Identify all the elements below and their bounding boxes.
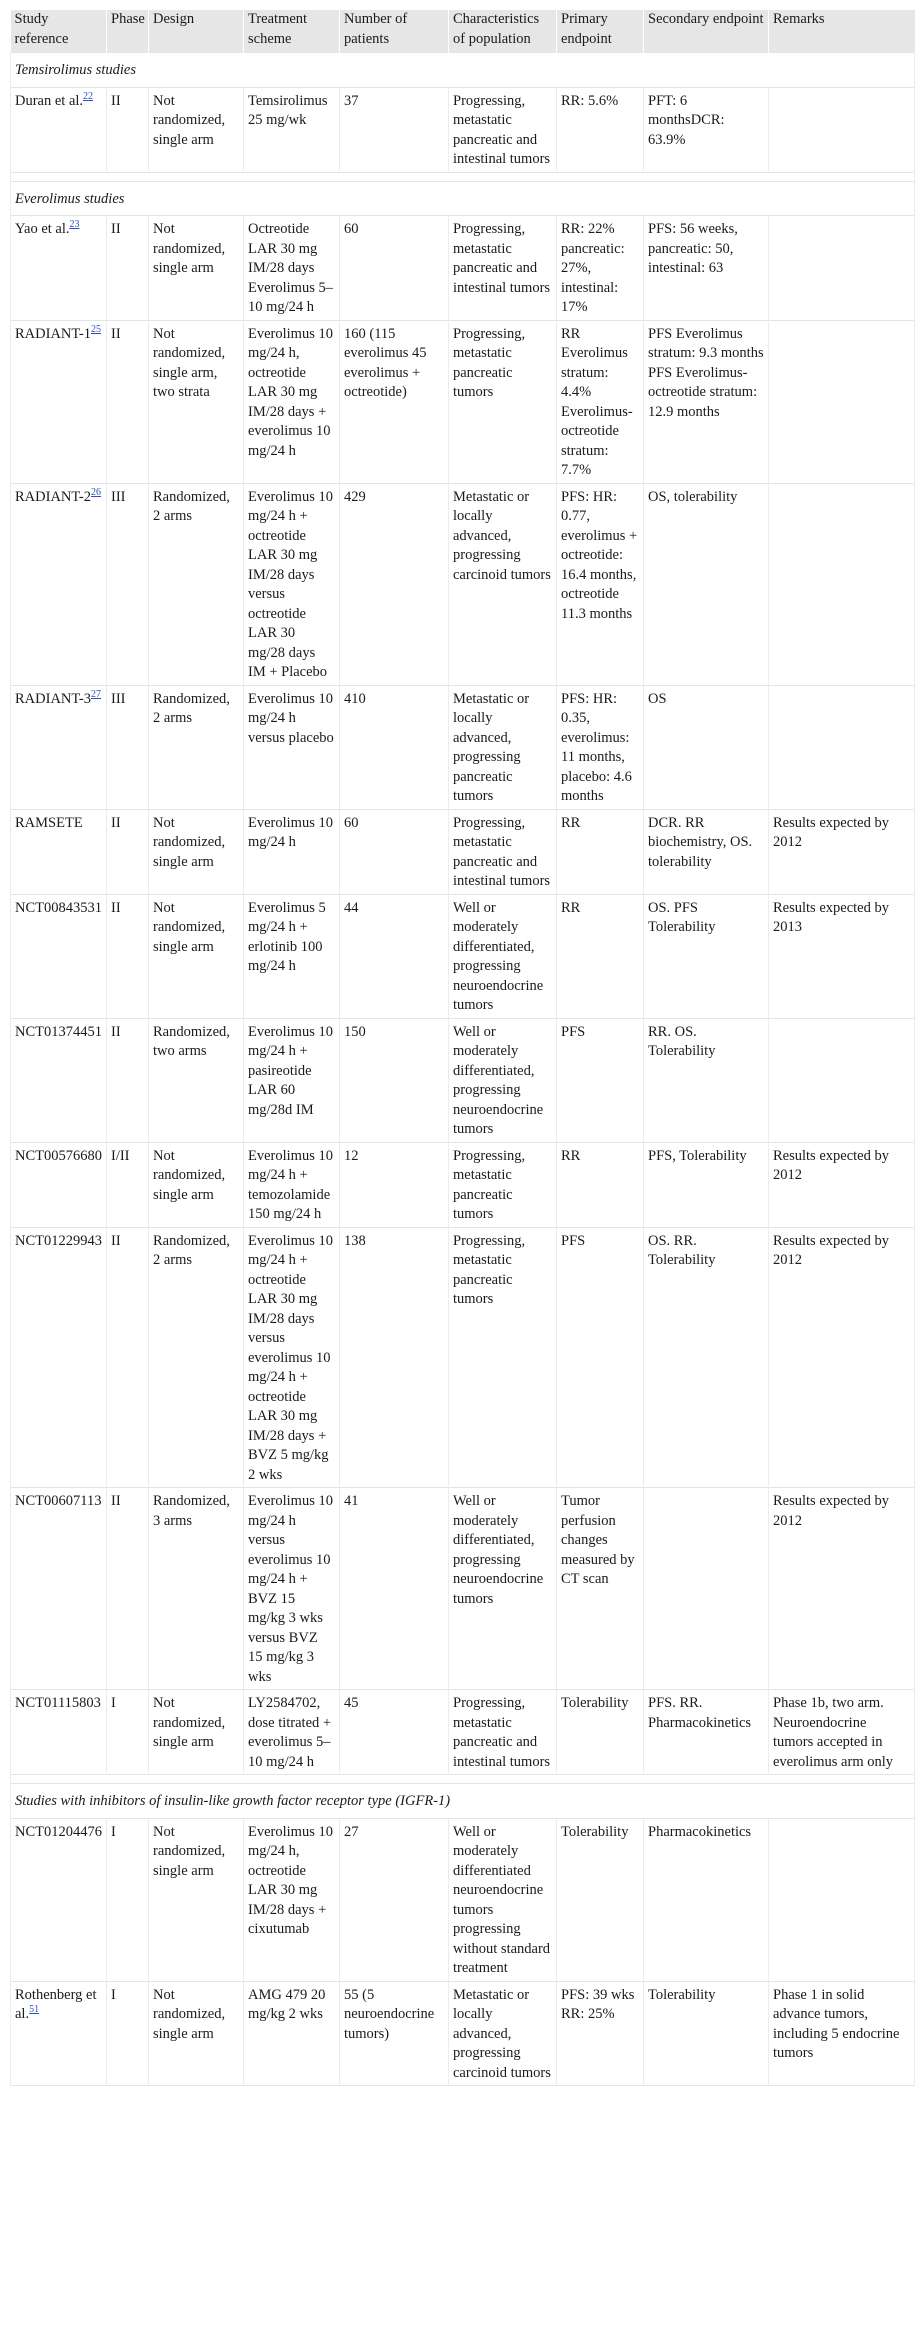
cell-population: Well or moderately differentiated, progressing neuroendocrine tumors <box>449 1488 557 1690</box>
section-title: Temsirolimus studies <box>11 53 915 88</box>
cell-number-of-patients: 27 <box>340 1818 449 1981</box>
cell-secondary-endpoint <box>644 1488 769 1690</box>
cell-study-reference <box>11 809 107 894</box>
cell-phase: I <box>107 1690 149 1775</box>
cell-treatment-scheme: Everolimus 10 mg/24 h + octreotide LAR 30 mg IM/28 days versus octreotide LAR 30 mg/28 days IM + Placebo <box>244 483 340 685</box>
cell-phase: II <box>107 1018 149 1142</box>
cell-remarks: Results expected by 2012 <box>769 1227 915 1488</box>
cell-secondary-endpoint: PFS, Tolerability <box>644 1142 769 1227</box>
cell-design: Not randomized, single arm <box>149 1981 244 2086</box>
cell-remarks <box>769 216 915 321</box>
cell-treatment-scheme: AMG 479 20 mg/kg 2 wks <box>244 1981 340 2086</box>
table-header <box>11 10 915 53</box>
cell-secondary-endpoint: OS <box>644 685 769 809</box>
cell-phase: III <box>107 685 149 809</box>
study-name: Duran et al. <box>15 92 84 109</box>
cell-treatment-scheme: LY2584702, dose titrated + everolimus 5–10 mg/24 h <box>244 1690 340 1775</box>
table-row <box>11 894 915 1018</box>
cell-primary-endpoint: PFS <box>557 1227 644 1488</box>
cell-secondary-endpoint: PFS Everolimus stratum: 9.3 months PFS Everolimus-octreotide stratum: 12.9 months <box>644 320 769 483</box>
header-study-reference: Study reference <box>11 10 107 53</box>
cell-treatment-scheme: Everolimus 10 mg/24 h versus placebo <box>244 685 340 809</box>
cell-design: Not randomized, single arm <box>149 216 244 321</box>
cell-population: Metastatic or locally advanced, progressing carcinoid tumors <box>449 1981 557 2086</box>
cell-primary-endpoint: PFS: 39 wks RR: 25% <box>557 1981 644 2086</box>
cell-primary-endpoint: Tolerability <box>557 1690 644 1775</box>
header-design: Design <box>149 10 244 53</box>
study-table-container <box>10 10 914 2086</box>
reference-link[interactable]: 51 <box>29 2004 40 2016</box>
cell-population: Progressing, metastatic pancreatic and intestinal tumors <box>449 1690 557 1775</box>
cell-phase: I <box>107 1818 149 1981</box>
section-header-row <box>11 181 915 216</box>
cell-phase: II <box>107 216 149 321</box>
cell-phase: II <box>107 1488 149 1690</box>
cell-study-reference <box>11 894 107 1018</box>
study-name: RADIANT-2 <box>15 488 91 505</box>
cell-remarks: Results expected by 2013 <box>769 894 915 1018</box>
cell-number-of-patients: 60 <box>340 809 449 894</box>
cell-remarks: Results expected by 2012 <box>769 809 915 894</box>
cell-treatment-scheme: Everolimus 10 mg/24 h <box>244 809 340 894</box>
cell-population: Well or moderately differentiated, progressing neuroendocrine tumors <box>449 894 557 1018</box>
study-name: NCT00576680 <box>15 1147 102 1164</box>
table-row <box>11 1690 915 1775</box>
cell-treatment-scheme: Everolimus 10 mg/24 h + octreotide LAR 30 mg IM/28 days versus everolimus 10 mg/24 h + octreotide LAR 30 mg IM/28 days + BVZ 5 mg/kg 2 wks <box>244 1227 340 1488</box>
header-number-of-patients: Number of patients <box>340 10 449 53</box>
cell-phase: III <box>107 483 149 685</box>
cell-treatment-scheme: Everolimus 10 mg/24 h + pasireotide LAR 60 mg/28d IM <box>244 1018 340 1142</box>
cell-number-of-patients: 55 (5 neuroendocrine tumors) <box>340 1981 449 2086</box>
cell-population: Progressing, metastatic pancreatic tumors <box>449 1227 557 1488</box>
table-body <box>11 53 915 2086</box>
cell-population: Progressing, metastatic pancreatic and intestinal tumors <box>449 87 557 172</box>
study-name: NCT01374451 <box>15 1023 102 1040</box>
cell-number-of-patients: 429 <box>340 483 449 685</box>
cell-treatment-scheme: Everolimus 10 mg/24 h versus everolimus 10 mg/24 h + BVZ 15 mg/kg 3 wks versus BVZ 15 mg/kg 3 wks <box>244 1488 340 1690</box>
study-name: RADIANT-1 <box>15 325 91 342</box>
cell-population: Metastatic or locally advanced, progressing pancreatic tumors <box>449 685 557 809</box>
cell-design: Randomized, 2 arms <box>149 685 244 809</box>
table-row <box>11 1818 915 1981</box>
section-title: Studies with inhibitors of insulin-like growth factor receptor type (IGFR-1) <box>11 1784 915 1819</box>
cell-study-reference <box>11 320 107 483</box>
cell-number-of-patients: 12 <box>340 1142 449 1227</box>
study-name: NCT01229943 <box>15 1232 102 1249</box>
study-name: NCT00843531 <box>15 899 102 916</box>
reference-link[interactable]: 27 <box>91 688 101 700</box>
table-row <box>11 1018 915 1142</box>
table-row <box>11 483 915 685</box>
cell-phase: II <box>107 320 149 483</box>
cell-study-reference <box>11 1981 107 2086</box>
cell-study-reference <box>11 483 107 685</box>
table-row <box>11 216 915 321</box>
cell-design: Not randomized, single arm <box>149 1818 244 1981</box>
table-row <box>11 1488 915 1690</box>
spacer-cell <box>11 1775 915 1784</box>
cell-primary-endpoint: RR: 22% pancreatic: 27%, intestinal: 17% <box>557 216 644 321</box>
cell-number-of-patients: 60 <box>340 216 449 321</box>
cell-secondary-endpoint: Tolerability <box>644 1981 769 2086</box>
table-row <box>11 685 915 809</box>
cell-primary-endpoint: PFS: HR: 0.77, everolimus + octreotide: 16.4 months, octreotide 11.3 months <box>557 483 644 685</box>
cell-secondary-endpoint: OS. PFS Tolerability <box>644 894 769 1018</box>
cell-remarks <box>769 1018 915 1142</box>
cell-primary-endpoint: PFS: HR: 0.35, everolimus: 11 months, placebo: 4.6 months <box>557 685 644 809</box>
cell-population: Progressing, metastatic pancreatic tumors <box>449 1142 557 1227</box>
section-header-row <box>11 1784 915 1819</box>
header-population: Characteristics of population <box>449 10 557 53</box>
study-name: NCT01115803 <box>15 1695 101 1711</box>
cell-design: Randomized, 2 arms <box>149 483 244 685</box>
cell-phase: II <box>107 809 149 894</box>
spacer-cell <box>11 172 915 181</box>
cell-secondary-endpoint: DCR. RR biochemistry, OS. tolerability <box>644 809 769 894</box>
cell-number-of-patients: 37 <box>340 87 449 172</box>
cell-design: Randomized, 3 arms <box>149 1488 244 1690</box>
cell-study-reference <box>11 216 107 321</box>
cell-study-reference <box>11 1142 107 1227</box>
cell-study-reference <box>11 87 107 172</box>
cell-number-of-patients: 44 <box>340 894 449 1018</box>
cell-remarks <box>769 87 915 172</box>
cell-secondary-endpoint: RR. OS. Tolerability <box>644 1018 769 1142</box>
cell-remarks: Phase 1 in solid advance tumors, including 5 endocrine tumors <box>769 1981 915 2086</box>
study-name: NCT01204476 <box>15 1823 102 1840</box>
cell-primary-endpoint: PFS <box>557 1018 644 1142</box>
table-row <box>11 1981 915 2086</box>
reference-link[interactable]: 23 <box>69 219 80 231</box>
cell-design: Not randomized, single arm <box>149 87 244 172</box>
cell-population: Well or moderately differentiated neuroendocrine tumors progressing without standard treatment <box>449 1818 557 1981</box>
cell-design: Randomized, 2 arms <box>149 1227 244 1488</box>
reference-link[interactable]: 22 <box>83 90 94 102</box>
table-row <box>11 809 915 894</box>
study-name: RADIANT-3 <box>15 690 91 707</box>
cell-design: Not randomized, single arm <box>149 1690 244 1775</box>
cell-treatment-scheme: Everolimus 10 mg/24 h + temozolamide 150 mg/24 h <box>244 1142 340 1227</box>
clinical-studies-table <box>10 10 915 2086</box>
table-row <box>11 1142 915 1227</box>
table-row <box>11 87 915 172</box>
table-row <box>11 320 915 483</box>
cell-population: Progressing, metastatic pancreatic and intestinal tumors <box>449 216 557 321</box>
cell-treatment-scheme: Everolimus 10 mg/24 h, octreotide LAR 30 mg IM/28 days + everolimus 10 mg/24 h <box>244 320 340 483</box>
cell-treatment-scheme: Everolimus 5 mg/24 h + erlotinib 100 mg/24 h <box>244 894 340 1018</box>
cell-study-reference <box>11 1488 107 1690</box>
header-row <box>11 10 915 53</box>
header-treatment-scheme: Treatment scheme <box>244 10 340 53</box>
cell-primary-endpoint: RR Everolimus stratum: 4.4% Everolimus-octreotide stratum: 7.7% <box>557 320 644 483</box>
header-secondary-endpoint: Secondary endpoint <box>644 10 769 53</box>
cell-treatment-scheme: Octreotide LAR 30 mg IM/28 days Everolimus 5–10 mg/24 h <box>244 216 340 321</box>
cell-number-of-patients: 150 <box>340 1018 449 1142</box>
cell-remarks: Results expected by 2012 <box>769 1488 915 1690</box>
cell-primary-endpoint: RR: 5.6% <box>557 87 644 172</box>
cell-secondary-endpoint: Pharmacokinetics <box>644 1818 769 1981</box>
cell-phase: II <box>107 87 149 172</box>
cell-number-of-patients: 160 (115 everolimus 45 everolimus + octreotide) <box>340 320 449 483</box>
reference-link[interactable]: 25 <box>91 323 101 335</box>
cell-treatment-scheme: Everolimus 10 mg/24 h, octreotide LAR 30 mg IM/28 days + cixutumab <box>244 1818 340 1981</box>
cell-secondary-endpoint: PFS. RR. Pharmacokinetics <box>644 1690 769 1775</box>
table-row <box>11 1227 915 1488</box>
cell-secondary-endpoint: PFT: 6 monthsDCR: 63.9% <box>644 87 769 172</box>
cell-population: Progressing, metastatic pancreatic and intestinal tumors <box>449 809 557 894</box>
cell-phase: I/II <box>107 1142 149 1227</box>
cell-primary-endpoint: Tolerability <box>557 1818 644 1981</box>
cell-study-reference <box>11 1018 107 1142</box>
study-name: RAMSETE <box>15 814 83 831</box>
cell-study-reference <box>11 1690 107 1775</box>
cell-secondary-endpoint: OS, tolerability <box>644 483 769 685</box>
cell-population: Well or moderately differentiated, progressing neuroendocrine tumors <box>449 1018 557 1142</box>
cell-primary-endpoint: RR <box>557 1142 644 1227</box>
cell-remarks <box>769 483 915 685</box>
study-name: NCT00607113 <box>15 1493 102 1509</box>
cell-population: Progressing, metastatic pancreatic tumors <box>449 320 557 483</box>
reference-link[interactable]: 26 <box>91 486 101 498</box>
cell-study-reference <box>11 685 107 809</box>
cell-phase: II <box>107 894 149 1018</box>
section-header-row <box>11 53 915 88</box>
cell-remarks <box>769 685 915 809</box>
header-phase: Phase <box>107 10 149 53</box>
cell-design: Not randomized, single arm <box>149 1142 244 1227</box>
section-spacer <box>11 172 915 181</box>
study-name: Yao et al. <box>15 221 70 237</box>
cell-remarks: Results expected by 2012 <box>769 1142 915 1227</box>
cell-phase: II <box>107 1227 149 1488</box>
cell-design: Randomized, two arms <box>149 1018 244 1142</box>
cell-primary-endpoint: Tumor perfusion changes measured by CT scan <box>557 1488 644 1690</box>
header-remarks: Remarks <box>769 10 915 53</box>
section-title: Everolimus studies <box>11 181 915 216</box>
cell-treatment-scheme: Temsirolimus 25 mg/wk <box>244 87 340 172</box>
cell-population: Metastatic or locally advanced, progressing carcinoid tumors <box>449 483 557 685</box>
cell-number-of-patients: 45 <box>340 1690 449 1775</box>
cell-phase: I <box>107 1981 149 2086</box>
cell-remarks <box>769 1818 915 1981</box>
study-name: Rothenberg et al. <box>15 1986 97 2022</box>
header-primary-endpoint: Primary endpoint <box>557 10 644 53</box>
cell-design: Not randomized, single arm <box>149 809 244 894</box>
cell-number-of-patients: 138 <box>340 1227 449 1488</box>
cell-secondary-endpoint: OS. RR. Tolerability <box>644 1227 769 1488</box>
cell-study-reference <box>11 1227 107 1488</box>
section-spacer <box>11 1775 915 1784</box>
cell-primary-endpoint: RR <box>557 894 644 1018</box>
cell-number-of-patients: 410 <box>340 685 449 809</box>
cell-remarks <box>769 320 915 483</box>
cell-study-reference <box>11 1818 107 1981</box>
cell-primary-endpoint: RR <box>557 809 644 894</box>
cell-remarks: Phase 1b, two arm. Neuroendocrine tumors accepted in everolimus arm only <box>769 1690 915 1775</box>
cell-secondary-endpoint: PFS: 56 weeks, pancreatic: 50, intestinal: 63 <box>644 216 769 321</box>
cell-number-of-patients: 41 <box>340 1488 449 1690</box>
cell-design: Not randomized, single arm, two strata <box>149 320 244 483</box>
cell-design: Not randomized, single arm <box>149 894 244 1018</box>
